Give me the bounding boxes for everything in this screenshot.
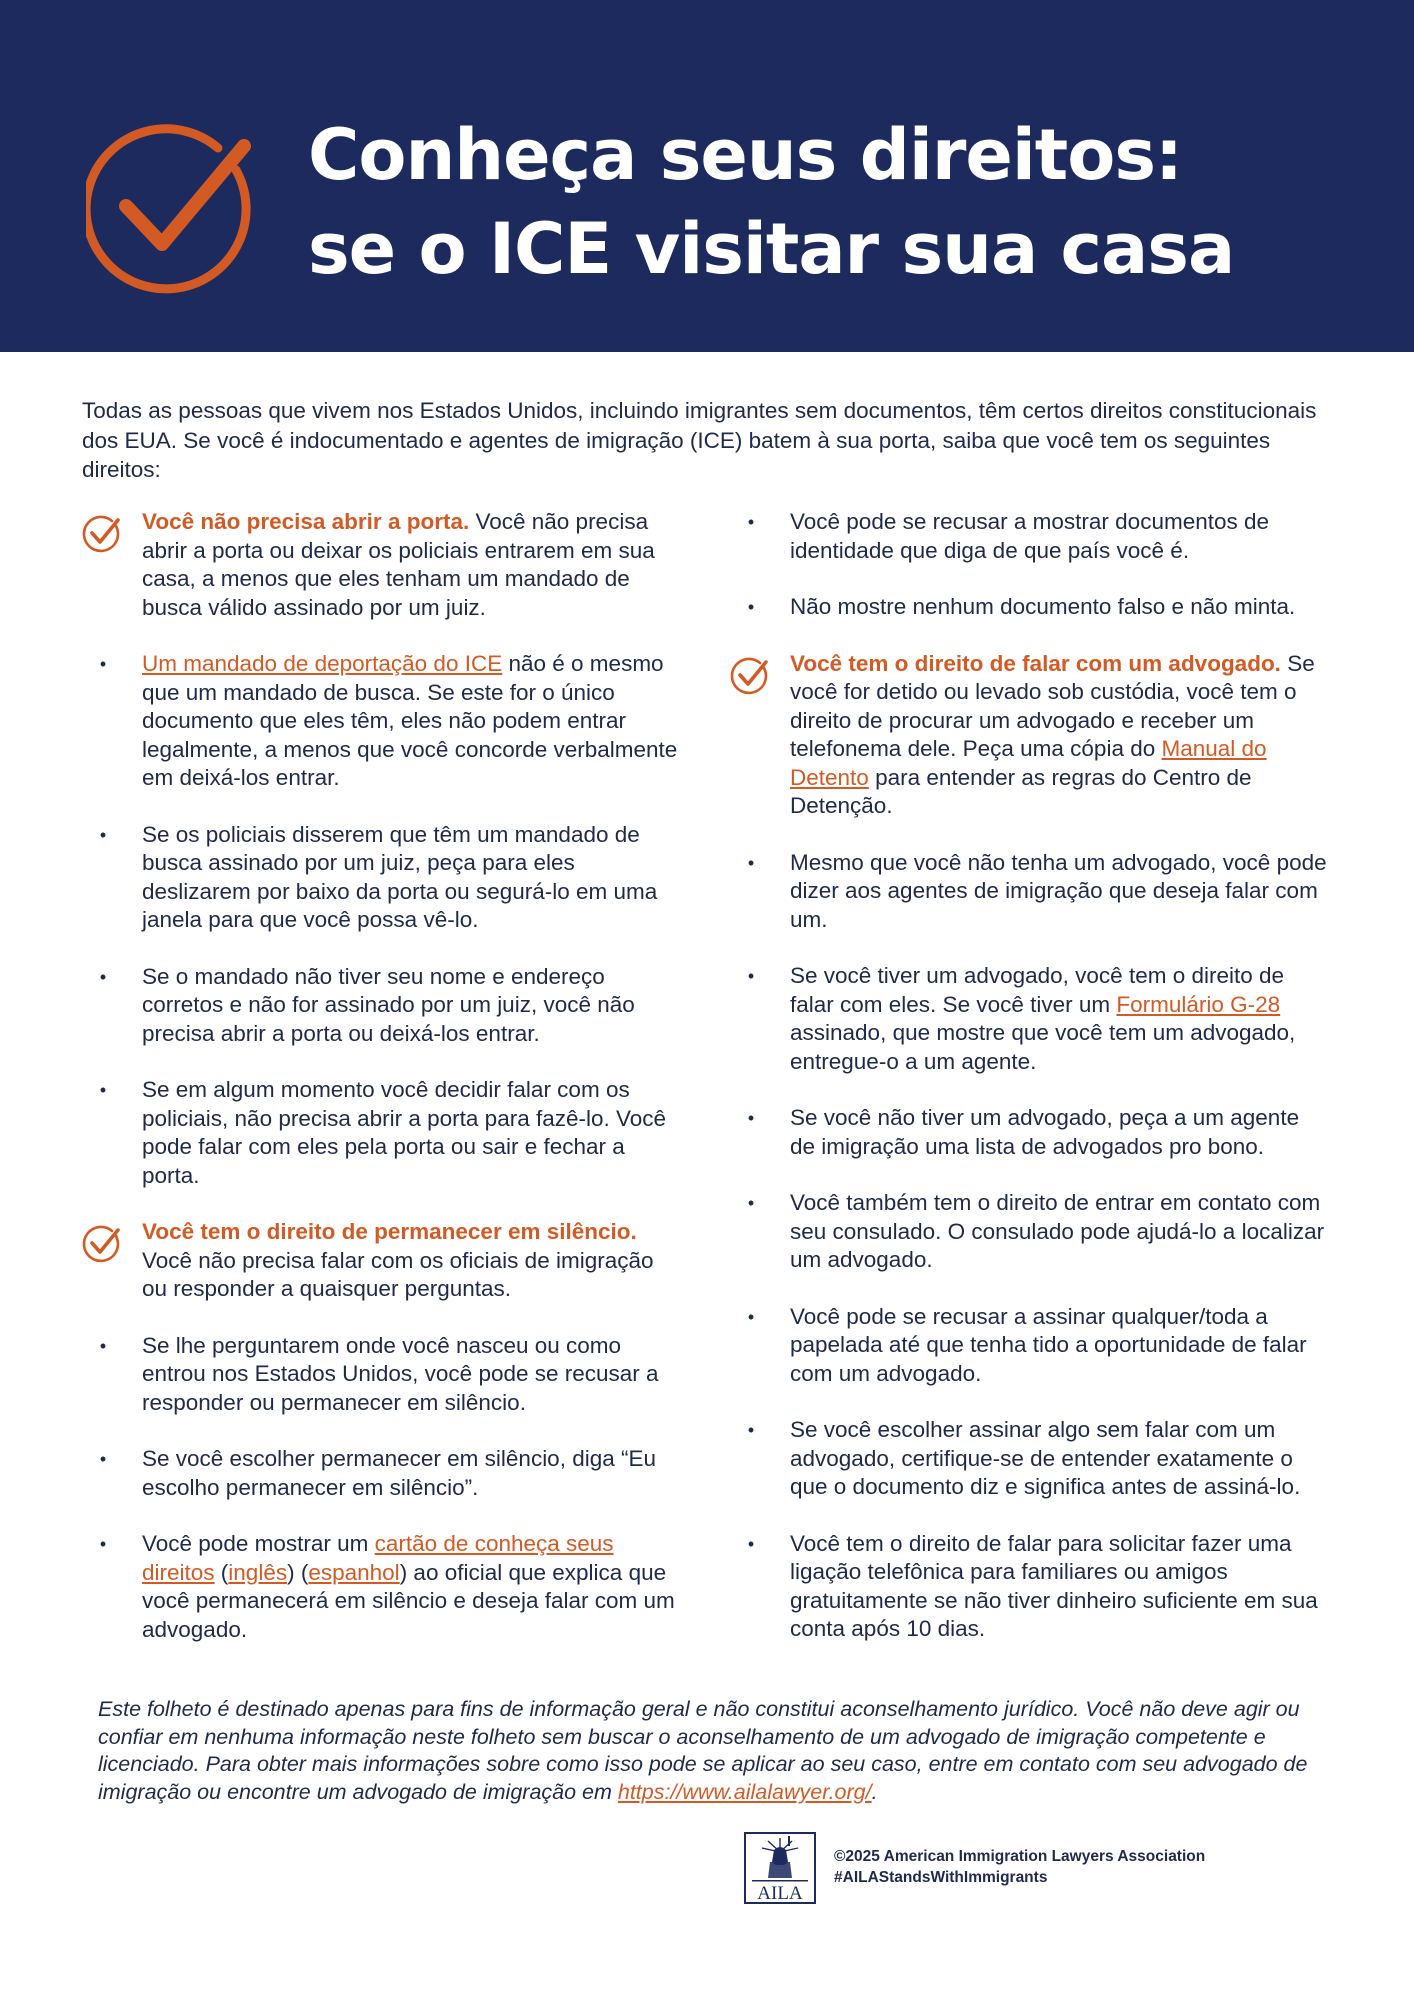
- list-item: [82, 1445, 682, 1502]
- bullet-dot-icon: •: [747, 597, 755, 617]
- disclaimer-end: .: [871, 1779, 878, 1804]
- list-item: [82, 650, 682, 793]
- right-item-silence: [82, 1218, 682, 1304]
- list-item: [82, 1530, 682, 1644]
- page-title-line-2: se o ICE visitar sua casa: [308, 208, 1235, 290]
- form-g28-link[interactable]: Formulário G-28: [1116, 991, 1281, 1017]
- bullet-dot-icon: •: [99, 1080, 107, 1100]
- hashtag: #AILAStandsWithImmigrants: [834, 1869, 1048, 1886]
- deportation-warrant-link[interactable]: Um mandado de deportação do ICE: [142, 651, 503, 676]
- bullet-dot-icon: •: [747, 1533, 755, 1554]
- copyright: ©2025 American Immigration Lawyers Association: [834, 1848, 1206, 1865]
- list-item: [82, 963, 682, 1049]
- disclaimer-text: Este folheto é destinado apenas para fins de informação geral e não constitui aconselhamento jurídico. Você não deve agir ou confiar em nenhuma informação neste folheto sem buscar o aconselhamento de um advogado de imigração competente e licenciado. Para obter mais informações sobre como isso pode se aplicar ao seu caso, entre em contato com seu advogado de imigração ou encontre um advogado de imigração em: [98, 1697, 1308, 1804]
- list-item-text: Você tem o direito de falar para solicitar fazer uma ligação telefônica para familiares ou amigos gratuitamente se não tiver dinheiro suficiente em sua conta após 10 dias.: [790, 1530, 1318, 1641]
- bullet-dot-icon: •: [747, 1420, 755, 1440]
- list-item: [730, 508, 1330, 565]
- list-item: [82, 1076, 682, 1190]
- bullet-dot-icon: •: [747, 1193, 755, 1213]
- list-item-text: Não mostre nenhum documento falso e não minta.: [790, 594, 1296, 619]
- checkmark-circle-icon: [730, 656, 770, 696]
- right-text: Você não precisa falar com os oficiais de imigração ou responder a quaisquer perguntas.: [142, 1247, 654, 1301]
- right-item-door: [82, 508, 682, 622]
- list-item-text: Você pode mostrar um: [142, 1531, 375, 1556]
- copyright-block: [834, 1846, 1205, 1888]
- list-item-text: não é o mesmo que um mandado de busca. Se este for o único documento que eles têm, eles não podem entrar legalmente, a menos que você concorde verbalmente em deixá-los entrar.: [142, 651, 678, 790]
- ailalawyer-link[interactable]: https://www.ailalawyer.org/: [617, 1779, 872, 1804]
- list-item-text: Se os policiais disserem que têm um mandado de busca assinado por um juiz, peça para eles deslizarem por baixo da porta ou segurá-lo em uma janela para que você possa vê-lo.: [142, 821, 658, 932]
- list-item-text: Mesmo que você não tenha um advogado, você pode dizer aos agentes de imigração que deseja falar com um.: [790, 849, 1327, 932]
- statue-of-liberty-icon: [744, 1832, 816, 1904]
- list-item-text: Você pode se recusar a assinar qualquer/toda a papelada até que tenha tido a oportunidade de falar com um advogado.: [790, 1303, 1307, 1386]
- left-column: [82, 508, 682, 1672]
- list-item-text: Se você não tiver um advogado, peça a um agente de imigração uma lista de advogados pro bono.: [790, 1105, 1300, 1159]
- list-item: [730, 849, 1330, 935]
- bullet-dot-icon: •: [99, 966, 107, 987]
- bullet-dot-icon: •: [99, 824, 107, 845]
- list-item: [730, 1104, 1330, 1161]
- english-link[interactable]: inglês: [228, 1559, 288, 1585]
- bullet-dot-icon: •: [99, 1449, 107, 1469]
- list-item-text: ) (: [287, 1559, 309, 1585]
- bullet-dot-icon: •: [747, 512, 755, 532]
- disclaimer: [98, 1696, 1322, 1806]
- list-item-text: ) ao oficial que explica que você permanecerá em silêncio e deseja falar com um advogado.: [142, 1559, 675, 1642]
- list-item: [730, 962, 1330, 1076]
- list-item-text: Se você escolher assinar algo sem falar com um advogado, certifique-se de entender exatamente o que o documento diz e significa antes de assiná-lo.: [790, 1417, 1301, 1499]
- list-item: [730, 593, 1330, 622]
- right-item-lawyer: [730, 650, 1330, 821]
- list-item: [730, 1189, 1330, 1275]
- bullet-dot-icon: •: [99, 1335, 107, 1356]
- list-item-text: Se você tiver um advogado, você tem o direito de falar com eles. Se você tiver um: [790, 963, 1285, 1017]
- bullet-dot-icon: •: [747, 1306, 755, 1327]
- aila-logo-text: AILA: [757, 1883, 803, 1904]
- list-item: [730, 1416, 1330, 1502]
- page-title-line-1: Conheça seus direitos:: [308, 114, 1183, 196]
- spanish-link[interactable]: espanhol: [308, 1559, 400, 1585]
- detainee-manual-link[interactable]: Manual do Detento: [790, 736, 1267, 790]
- right-heading: Você tem o direito de permanecer em silêncio.: [142, 1219, 637, 1244]
- list-item-text: Você pode se recusar a mostrar documentos de identidade que diga de que país você é.: [790, 509, 1270, 563]
- list-item-text: Se lhe perguntarem onde você nasceu ou como entrou nos Estados Unidos, você pode se recusar a responder ou permanecer em silêncio.: [142, 1332, 659, 1415]
- checkmark-circle-icon: [82, 1224, 122, 1264]
- list-item-text: (: [214, 1559, 229, 1585]
- list-item-text: assinado, que mostre que você tem um advogado, entregue-o a um agente.: [790, 1020, 1296, 1074]
- checkmark-circle-icon: [86, 120, 262, 296]
- header-banner: [0, 0, 1414, 352]
- page-title: [308, 108, 1234, 296]
- bullet-dot-icon: •: [747, 852, 755, 873]
- right-heading: Você tem o direito de falar com um advogado.: [790, 650, 1281, 676]
- know-your-rights-card-link[interactable]: cartão de conheça seus direitos: [142, 1531, 614, 1585]
- list-item: [730, 1530, 1330, 1644]
- right-text: para entender as regras do Centro de Detenção.: [790, 764, 1252, 818]
- bullet-dot-icon: •: [747, 966, 755, 986]
- checkmark-circle-icon: [82, 514, 122, 554]
- list-item: [82, 821, 682, 935]
- right-heading: Você não precisa abrir a porta.: [142, 509, 470, 534]
- list-item-text: Você também tem o direito de entrar em contato com seu consulado. O consulado pode ajudá-lo a localizar um advogado.: [790, 1190, 1325, 1272]
- list-item-text: Se o mandado não tiver seu nome e endereço corretos e não for assinado por um juiz, você não precisa abrir a porta ou deixá-los entrar.: [142, 963, 635, 1046]
- list-item-text: Se em algum momento você decidir falar com os policiais, não precisa abrir a porta para fazê-lo. Você pode falar com eles pela porta ou sair e fechar a porta.: [142, 1077, 667, 1188]
- bullet-dot-icon: •: [99, 654, 107, 674]
- list-item: [730, 1303, 1330, 1389]
- list-item: [82, 1332, 682, 1418]
- bullet-dot-icon: •: [747, 1108, 755, 1128]
- bullet-dot-icon: •: [99, 1534, 107, 1554]
- intro-paragraph: Todas as pessoas que vivem nos Estados Unidos, incluindo imigrantes sem documentos, têm certos direitos constitucionais dos EUA. Se você é indocumentado e agentes de imigração (ICE) batem à sua porta, saiba que você tem os seguintes direitos:: [82, 398, 1317, 482]
- right-text: Se você for detido ou levado sob custódia, você tem o direito de procurar um advogado e receber um telefonema dele. Peça uma cópia do: [790, 650, 1315, 761]
- right-column: [730, 508, 1330, 1672]
- right-text: Você não precisa abrir a porta ou deixar os policiais entrarem em sua casa, a menos que eles tenham um mandado de busca válido assinado por um juiz.: [142, 509, 655, 620]
- list-item-text: Se você escolher permanecer em silêncio, diga “Eu escolho permanecer em silêncio”.: [142, 1446, 657, 1500]
